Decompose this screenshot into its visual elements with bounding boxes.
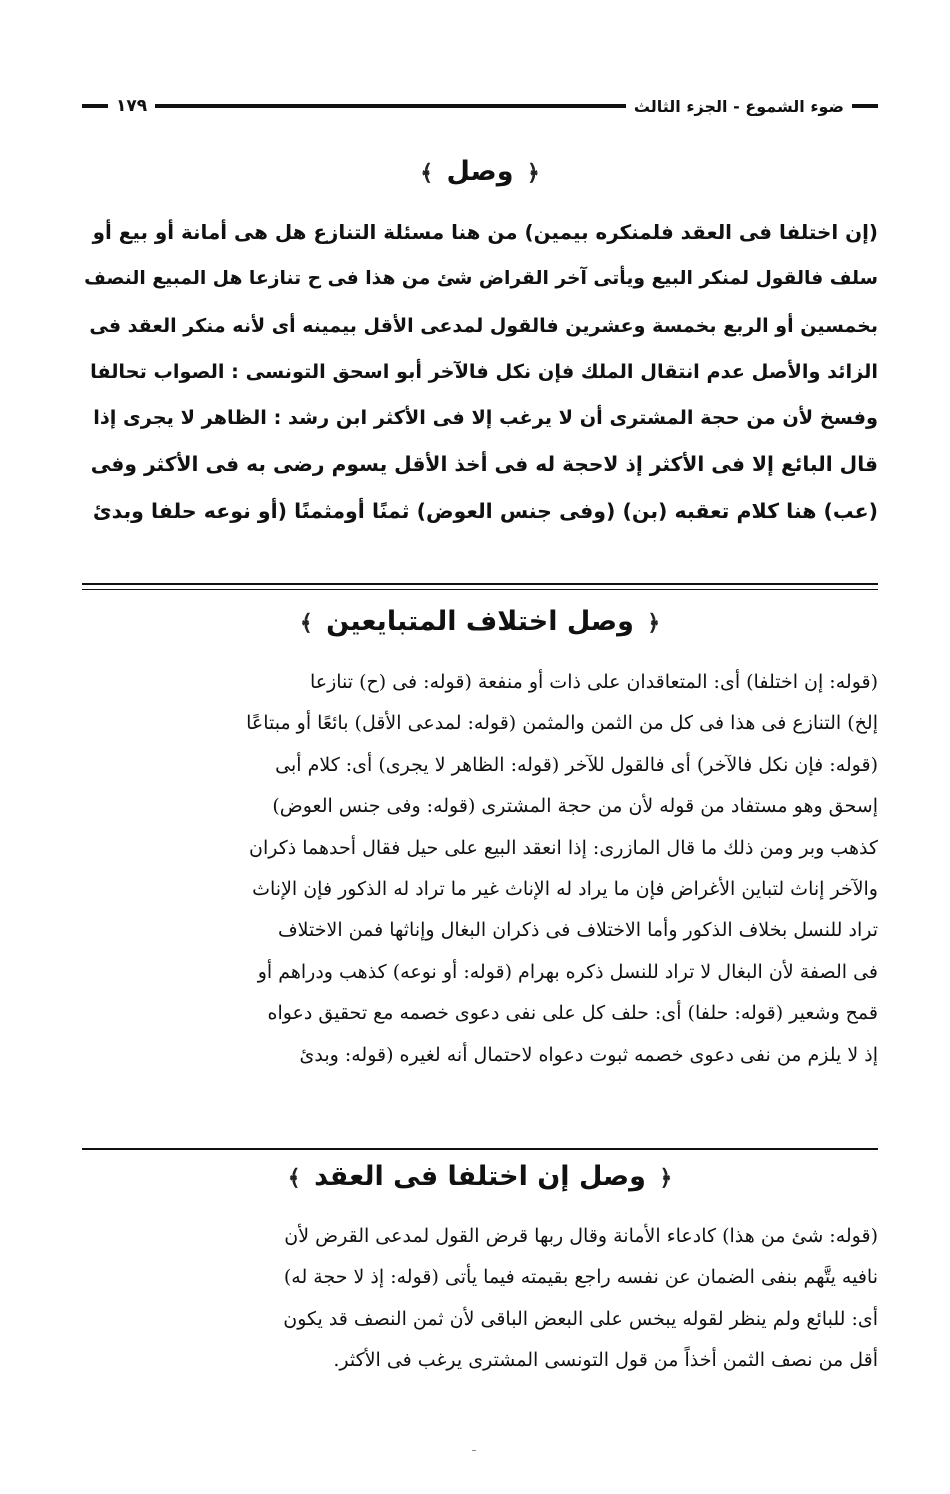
ornament-open: ﴿	[647, 611, 661, 636]
text-line: سلف فالقول لمنكر البيع ويأتى آخر القراض شئ من هذا فى ح تنازعا هل المبيع النصف	[84, 268, 878, 290]
text-line: أقل من نصف الثمن أخذاً من قول التونسى المشترى يرغب فى الأكثر.	[333, 1349, 878, 1372]
section-heading-aqd	[82, 1157, 878, 1199]
text-line: (قوله: فإن نكل فالآخر) أى فالقول للآخر (قوله: الظاهر لا يجرى) أى: كلام أبى	[275, 753, 878, 776]
section-heading-wasl	[82, 152, 878, 194]
double-rule-top	[82, 583, 878, 585]
text-line: تراد للنسل بخلاف الذكور وأما الاختلاف فى ذكران البغال وإناثها فمن الاختلاف	[277, 919, 878, 942]
text-line: (إن اختلفا فى العقد فلمنكره بيمين) من هنا مسئلة التنازع هل هى أمانة أو بيع أو	[92, 221, 878, 244]
text-line: قال البائع إلا فى الأكثر إذ لاحجة له فى أخذ الأقل يسوم رضى به فى الأكثر وفى	[90, 452, 878, 477]
text-line: كذهب وبر ومن ذلك ما قال المازرى: إذا انعقد البيع على حيل فقال أحدهما ذكران	[249, 836, 878, 859]
ornament-close: ﴾	[299, 611, 313, 636]
ornament-open: ﴿	[659, 1166, 673, 1191]
text-line: الزائد والأصل عدم انتقال الملك فإن نكل فالآخر أبو اسحق التونسى : الصواب تحالفا	[90, 359, 878, 383]
text-line: (قوله: إن اختلفا) أى: المتعاقدان على ذات أو منفعة (قوله: فى (ح) تنازعا	[309, 671, 878, 693]
text-line: نافيه يتَّهم بنفى الضمان عن نفسه راجع بقيمته فيما يأتى (قوله: إذ لا حجة له)	[283, 1266, 878, 1289]
double-rule-bottom	[82, 589, 878, 590]
single-rule	[82, 1148, 878, 1150]
running-header	[82, 88, 878, 124]
section-heading-text: وصل	[446, 156, 514, 187]
ornament-close: ﴾	[287, 1166, 301, 1191]
text-line: إذ لا يلزم من نفى دعوى خصمه ثبوت دعواه لاحتمال أنه لغيره (قوله: وبدئ	[299, 1043, 878, 1066]
text-line: إلخ) التنازع فى هذا فى كل من الثمن والمثمن (قوله: لمدعى الأقل) بائعًا أو مبتاعًا	[246, 712, 878, 735]
text-line: والآخر إناث لتباين الأغراض فإن ما يراد له الإناث غير ما تراد له الذكور فإن الإناث	[252, 878, 878, 901]
section-heading-text: وصل اختلاف المتبايعين	[326, 606, 634, 637]
page-speck	[472, 1450, 476, 1451]
text-line: أى: للبائع ولم ينظر لقوله يبخس على البعض الباقى لأن ثمن النصف قد يكون	[283, 1307, 878, 1330]
running-title: ضوء الشموع - الجزء الثالث	[633, 96, 844, 116]
text-line: (عب) هنا كلام تعقبه (بن) (وفى جنس العوض) ثمنًا أومثمنًا (أو نوعه حلفا وبدئ	[92, 498, 878, 523]
header-dash-end	[82, 104, 108, 108]
page-number: ١٧٩	[116, 96, 148, 116]
ornament-close: ﴾	[420, 161, 434, 186]
commentary-block-2	[82, 1216, 878, 1382]
text-line: فى الصفة لأن البغال لا تراد للنسل ذكره بهرام (قوله: أو نوعه) كذهب ودراهم أو	[257, 960, 878, 983]
ornament-open: ﴿	[526, 161, 540, 186]
section-heading-text: وصل إن اختلفا فى العقد	[314, 1161, 646, 1192]
text-line: (قوله: شئ من هذا) كادعاء الأمانة وقال ربها قرض القول لمدعى القرض لأن	[284, 1225, 878, 1247]
commentary-block-1	[82, 662, 878, 1076]
text-line: بخمسين أو الربع بخمسة وعشرين فالقول لمدعى الأقل بيمينه أى لأنه منكر العقد فى	[89, 314, 878, 337]
main-text-block	[82, 210, 878, 534]
section-heading-ikhtilaf	[82, 602, 878, 644]
text-line: وفسخ لأن من حجة المشترى أن لا يرغب إلا فى الأكثر ابن رشد : الظاهر لا يجرى إذا	[93, 406, 878, 430]
text-line: قمح وشعير (قوله: حلفا) أى: حلف كل على نفى دعوى خصمه مع تحقيق دعواه	[267, 1002, 878, 1025]
header-rule	[155, 104, 626, 108]
header-dash	[852, 104, 878, 108]
text-line: إسحق وهو مستفاد من قوله لأن من حجة المشترى (قوله: وفى جنس العوض)	[272, 795, 878, 818]
